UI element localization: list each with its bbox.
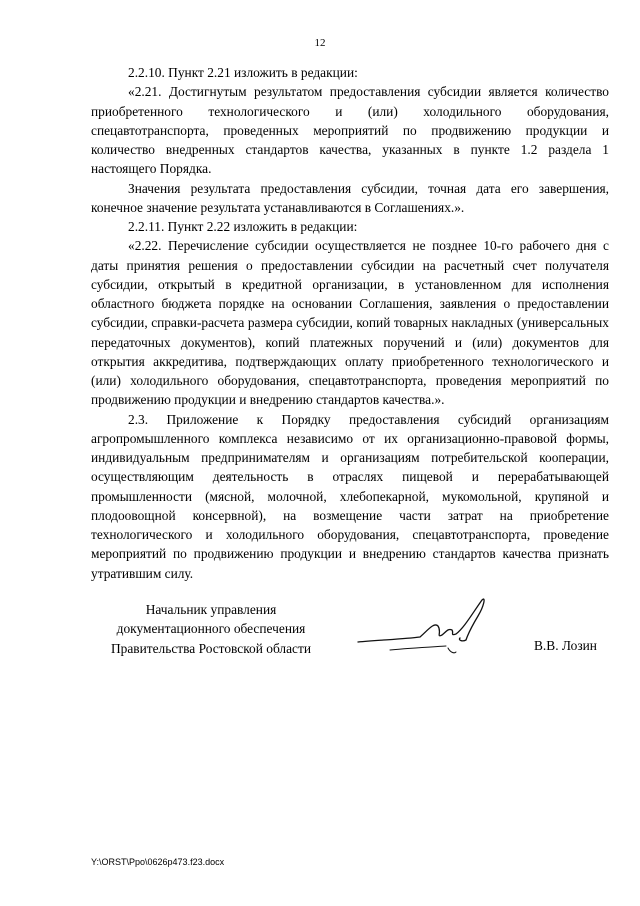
paragraph: 2.2.10. Пункт 2.21 изложить в редакции: — [128, 65, 358, 80]
paragraph: 2.3. Приложение к Порядку предоставления субсидий организациям агропромышленного комплекса независимо от их организационно-правовой формы, индивидуальным предпринимателям и организациям потребительской кооперации, осуществляющим деятельность в отраслях пищевой и перерабатывающей промышленности (мясной, молочной, хлебопекарной, мукомольной, крупяной и плодоовощной консервной), на возмещение части затрат на приобретение технологического и холодильного оборудования, спецавтотранспорта, проведение мероприятий по продвижению продукции и внедрению стандартов качества признать утратившим силу. — [91, 411, 609, 581]
paragraph: 2.2.11. Пункт 2.22 изложить в редакции: — [128, 219, 358, 234]
signatory-title-line: Начальник управления — [145, 602, 277, 617]
paragraph: «2.22. Перечисление субсидии осуществляется не позднее 10-го рабочего дня с даты принятия решения о предоставлении субсидии на расчетный счет получателя субсидии, открытый в кредитной организации, в установленном для исполнения областного бюджета порядке на основании Соглашения, заявления о предоставлении субсидии, справки-расчета размера субсидии, копий товарных накладных (универсальных передаточных документов), копий платежных поручений и (или) документов для открытия аккредитива, подтверждающих оплату приобретенного технологического и (или) холодильного оборудования, спецавтотранспорта, проведения мероприятий по продвижению продукции и внедрению стандартов качества.». — [91, 238, 609, 408]
page-number: 12 — [314, 37, 326, 49]
signatory-title-line: Правительства Ростовской области — [110, 640, 312, 656]
paragraph: Значения результата предоставления субсидии, точная дата его завершения, конечное значение результата устанавливаются в Соглашениях.». — [91, 180, 609, 215]
signatory-title-line: документационного обеспечения — [116, 621, 306, 637]
paragraph: «2.21. Достигнутым результатом предоставления субсидии является количество приобретенного технологического и (или) холодильного оборудования, спецавтотранспорта, проведенных мероприятий по продвижению продукции и количество внедренных стандартов качества, указанных в пункте 1.2 раздела 1 настоящего Порядка. — [91, 84, 609, 177]
signatory-title — [91, 600, 331, 658]
signature-icon — [350, 592, 510, 662]
signatory-name: В.В. Лозин — [534, 638, 597, 653]
document-body — [91, 63, 609, 583]
file-path-footer: Y:\ORST\Ppo\0626p473.f23.docx — [91, 857, 225, 867]
